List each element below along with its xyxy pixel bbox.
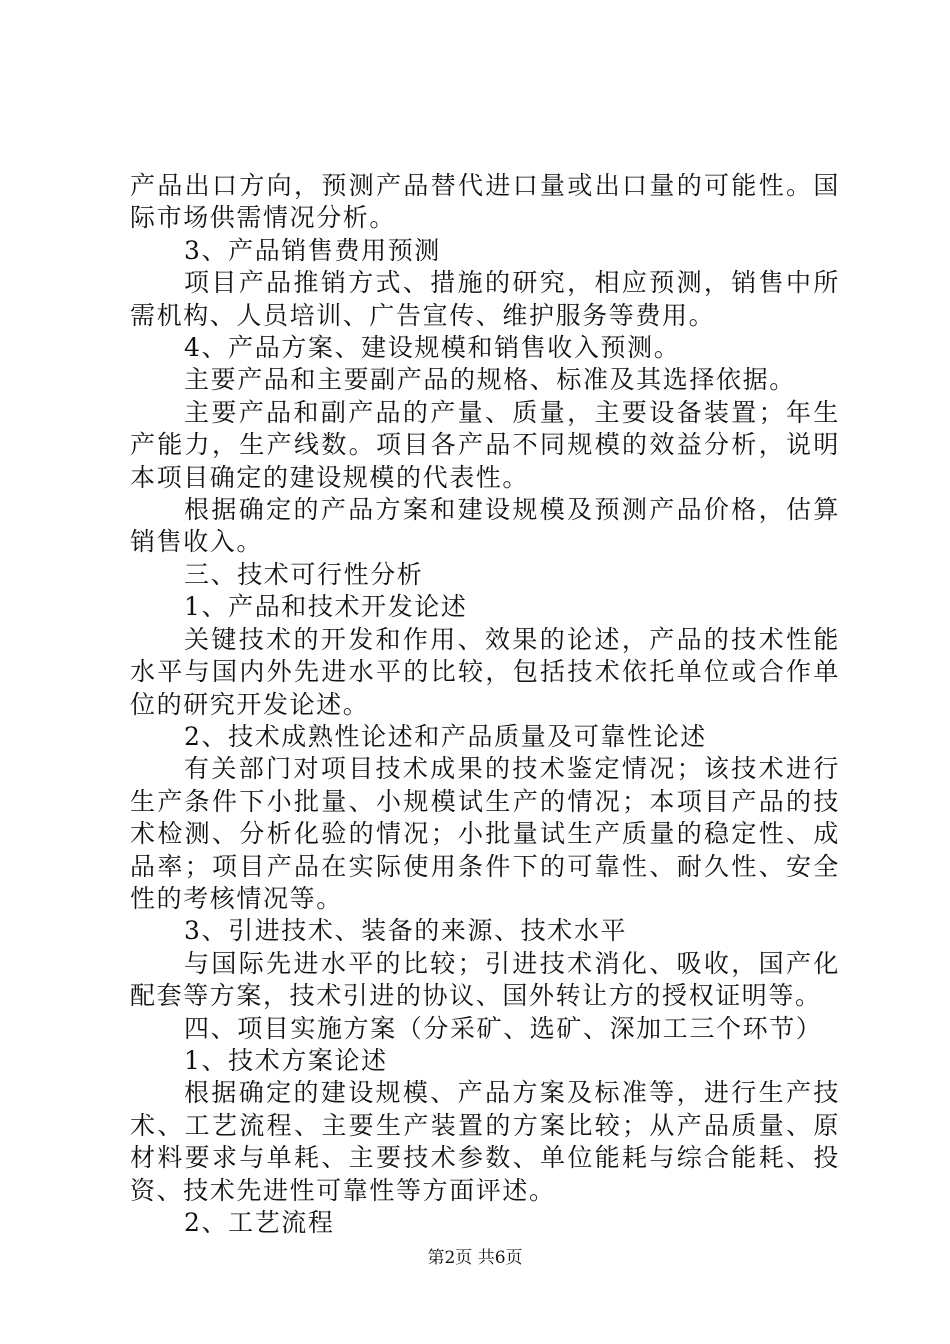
section-heading: 1、技术方案论述	[184, 1045, 388, 1075]
section-heading: 4、产品方案、建设规模和销售收入预测。	[184, 333, 681, 363]
paragraph: 根据确定的建设规模、产品方案及标准等，进行生产技术、工艺流程、主要生产装置的方案比较；从产品质量、原材料要求与单耗、主要技术参数、单位能耗与综合能耗、投资、技术先进性可靠性等方面评述。	[130, 1078, 840, 1205]
paragraph: 主要产品和主要副产品的规格、标准及其选择依据。	[184, 365, 796, 395]
paragraph: 有关部门对项目技术成果的技术鉴定情况；该技术进行生产条件下小批量、小规模试生产的情况；本项目产品的技术检测、分析化验的情况；小批量试生产质量的稳定性、成品率；项目产品在实际使用条件下的可靠性、耐久性、安全性的考核情况等。	[130, 754, 840, 913]
section-heading: 1、产品和技术开发论述	[184, 592, 468, 622]
chapter-heading: 三、技术可行性分析	[184, 559, 424, 589]
section-heading: 3、引进技术、装备的来源、技术水平	[184, 916, 628, 946]
section-heading: 2、技术成熟性论述和产品质量及可靠性论述	[184, 721, 707, 751]
paragraph: 项目产品推销方式、措施的研究，相应预测，销售中所需机构、人员培训、广告宣传、维护服务等费用。	[130, 268, 840, 330]
document-body	[130, 170, 840, 1239]
section-heading: 3、产品销售费用预测	[184, 235, 441, 265]
paragraph: 关键技术的开发和作用、效果的论述，产品的技术性能水平与国内外先进水平的比较，包括技术依托单位或合作单位的研究开发论述。	[130, 624, 840, 719]
page-footer: 第2页 共6页	[427, 1248, 523, 1268]
section-heading: 2、工艺流程	[184, 1208, 335, 1237]
paragraph: 根据确定的产品方案和建设规模及预测产品价格，估算销售收入。	[130, 495, 840, 557]
paragraph: 产品出口方向，预测产品替代进口量或出口量的可能性。国际市场供需情况分析。	[130, 171, 840, 233]
chapter-heading: 四、项目实施方案（分采矿、选矿、深加工三个环节）	[184, 1013, 823, 1043]
paragraph: 与国际先进水平的比较；引进技术消化、吸收，国产化配套等方案，技术引进的协议、国外转让方的授权证明等。	[130, 948, 840, 1011]
paragraph: 主要产品和副产品的产量、质量，主要设备装置；年生产能力，生产线数。项目各产品不同规模的效益分析，说明本项目确定的建设规模的代表性。	[130, 397, 840, 492]
